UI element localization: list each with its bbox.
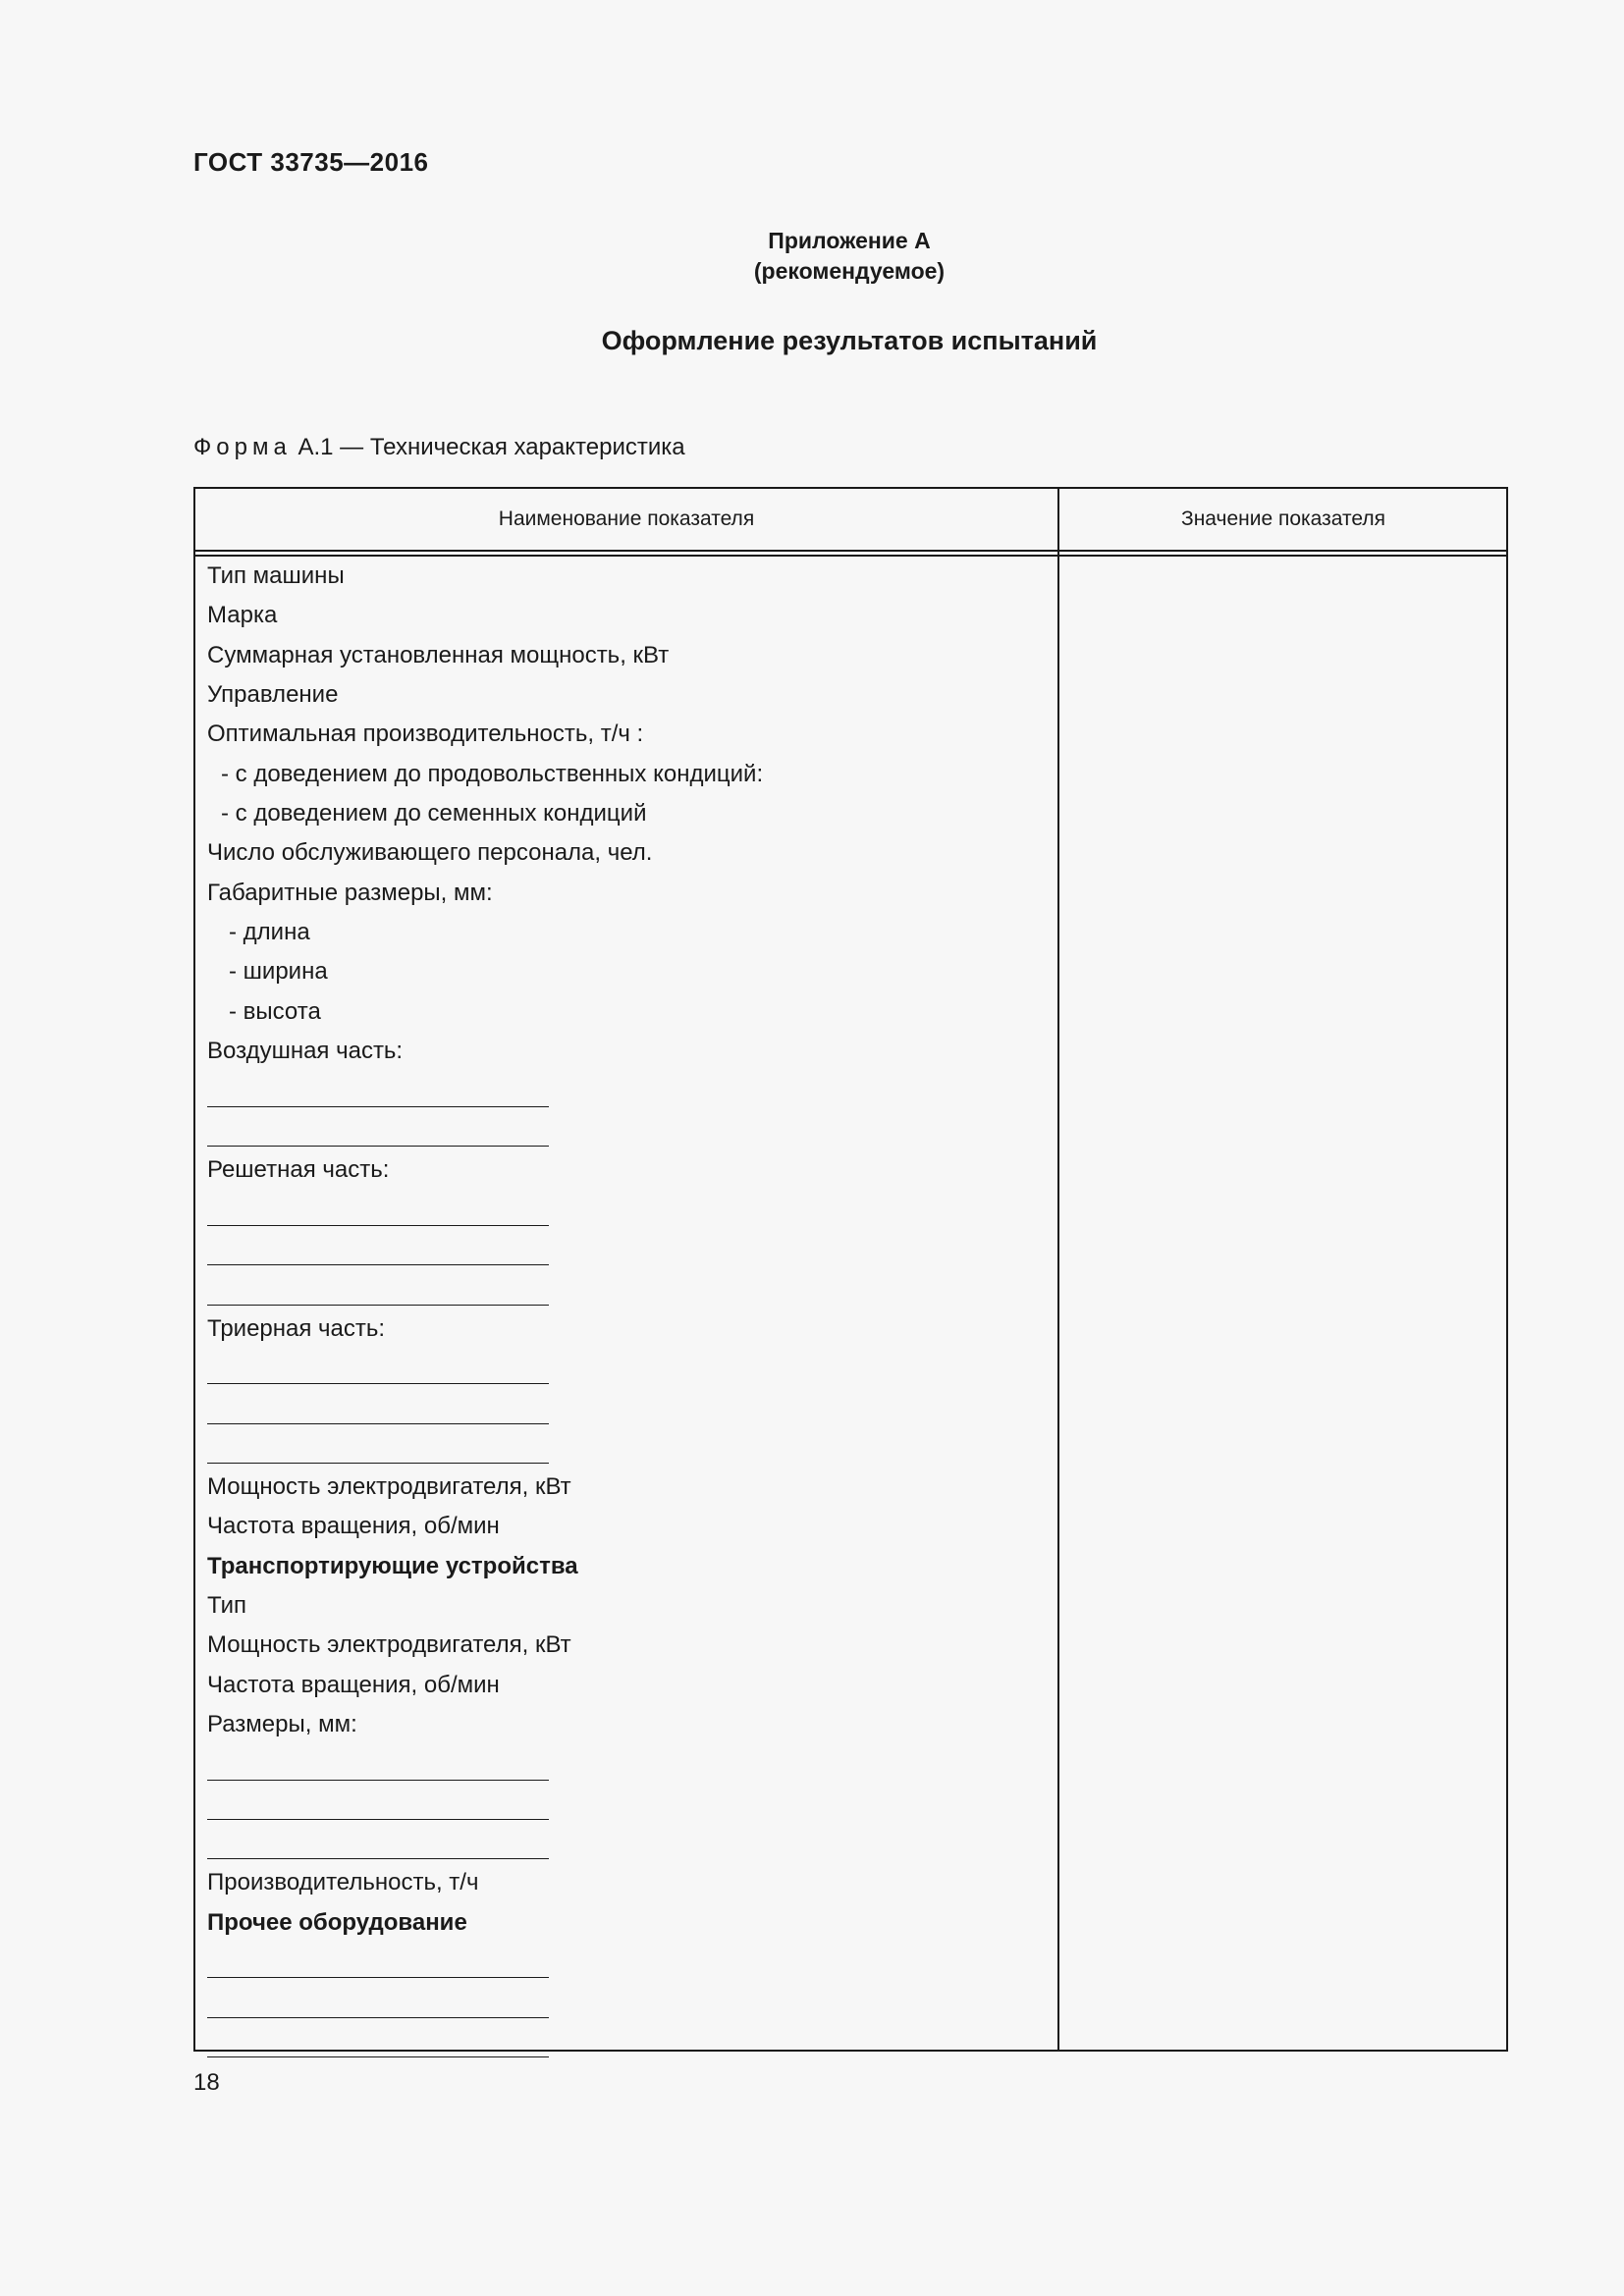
blank-entry-line <box>207 1388 1052 1427</box>
table-row: Частота вращения, об/мин <box>207 1671 500 1698</box>
column-divider <box>1057 489 1059 2050</box>
table-row: Мощность электродвигателя, кВт <box>207 1472 571 1500</box>
table-row: - высота <box>229 997 321 1025</box>
table-row: Прочее оборудование <box>207 1908 467 1936</box>
table-body <box>207 557 1052 2061</box>
appendix-title: Приложение А <box>768 228 931 253</box>
table-row: - ширина <box>229 958 328 986</box>
blank-entry-line <box>207 1191 1052 1230</box>
table-row: Триерная часть: <box>207 1314 386 1342</box>
table-row: Воздушная часть: <box>207 1038 404 1065</box>
table-header <box>195 489 1506 552</box>
blank-entry-line <box>207 1230 1052 1269</box>
blank-entry-line <box>207 1071 1052 1110</box>
table-row: Оптимальная производительность, т/ч : <box>207 721 644 748</box>
table-row: Решетная часть: <box>207 1156 390 1184</box>
table-row: Марка <box>207 602 278 629</box>
blank-entry-line <box>207 1943 1052 1982</box>
blank-entry-line <box>207 1349 1052 1388</box>
form-caption-title: А.1 — Техническая характеристика <box>291 434 685 460</box>
table-row: Число обслуживающего персонала, чел. <box>207 839 653 867</box>
form-caption <box>193 434 685 461</box>
table-row: Частота вращения, об/мин <box>207 1513 500 1540</box>
table-row: - длина <box>229 919 310 946</box>
table-row: Тип <box>207 1591 247 1619</box>
table-row: Мощность электродвигателя, кВт <box>207 1631 571 1659</box>
document-code: ГОСТ 33735—2016 <box>193 147 429 177</box>
blank-entry-line <box>207 1269 1052 1308</box>
characteristics-table <box>193 487 1508 2052</box>
table-row: Размеры, мм: <box>207 1710 357 1737</box>
table-row: Суммарная установленная мощность, кВт <box>207 641 670 668</box>
blank-entry-line <box>207 1744 1052 1784</box>
column-header-value: Значение показателя <box>1181 507 1385 530</box>
appendix-status: (рекомендуемое) <box>753 258 946 284</box>
table-row: Производительность, т/ч <box>207 1869 479 1896</box>
blank-entry-line <box>207 1785 1052 1824</box>
blank-entry-line <box>207 1824 1052 1863</box>
column-header-name: Наименование показателя <box>498 507 755 530</box>
blank-entry-line <box>207 1111 1052 1150</box>
table-row: Габаритные размеры, мм: <box>207 879 493 906</box>
blank-entry-line <box>207 1982 1052 2021</box>
blank-entry-line <box>207 2022 1052 2061</box>
table-row: - с доведением до продовольственных кондиций: <box>221 760 764 787</box>
section-title: Оформление результатов испытаний <box>601 326 1098 355</box>
page-number: 18 <box>193 2069 220 2096</box>
table-row: - с доведением до семенных кондиций <box>221 800 647 828</box>
table-row: Тип машины <box>207 562 345 589</box>
blank-entry-line <box>207 1428 1052 1468</box>
table-row: Транспортирующие устройства <box>207 1552 578 1579</box>
form-caption-prefix: Форма <box>193 434 292 460</box>
appendix-heading <box>0 226 1624 287</box>
table-row: Управление <box>207 681 339 709</box>
